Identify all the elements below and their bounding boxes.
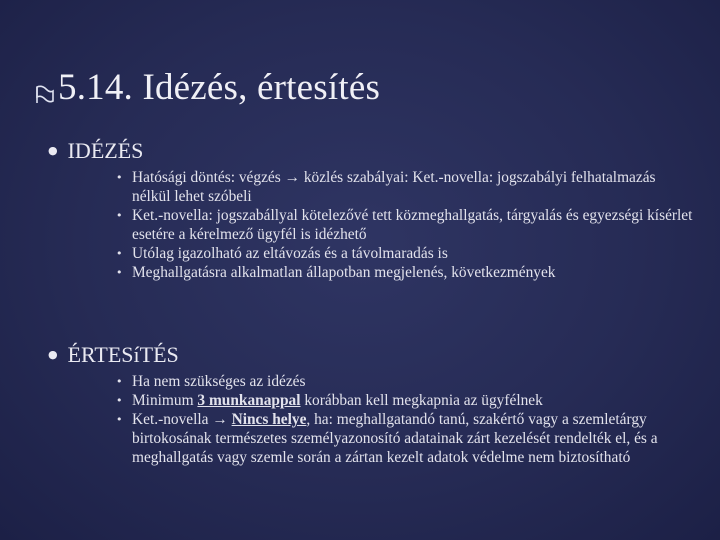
list-item-prefix: Ket.-novella xyxy=(132,411,213,428)
section-heading-ertesites xyxy=(48,342,179,368)
list-item xyxy=(116,410,696,467)
list-item xyxy=(116,372,696,391)
list-item-text: Meghallgatásra alkalmatlan állapotban megjelenés, következmények xyxy=(132,264,556,281)
list-item xyxy=(116,263,696,282)
list-item xyxy=(116,206,696,244)
list-item-prefix: Minimum xyxy=(132,392,198,409)
section-heading-idezes xyxy=(48,138,143,164)
list-item-suffix: korábban kell megkapnia az ügyfélnek xyxy=(300,392,543,409)
list-item-emphasis: Nincs helye xyxy=(231,411,307,428)
list-item-emphasis: 3 munkanappal xyxy=(197,392,301,409)
section-heading-label: IDÉZÉS xyxy=(67,138,144,163)
list-item xyxy=(116,391,696,410)
arrow-right-icon: → xyxy=(212,411,228,428)
list-item xyxy=(116,168,696,206)
bullet-icon: ● xyxy=(48,144,58,157)
list-item-suffix: , ha: meghallgatandó tanú, szakértő vagy a szemletárgy birtokosának természetes személyazonosító adatainak zárt kezelését rendelték el, és a meghallgatás vagy szemle során a zártan kezelt adatok védelme nem biztosítható xyxy=(132,411,658,466)
title-row xyxy=(34,66,380,109)
arrow-right-icon: → xyxy=(284,169,300,186)
idezes-list xyxy=(116,168,696,282)
list-item-text: Utólag igazolható az eltávozás és a távolmaradás is xyxy=(132,245,448,262)
page-title: 5.14. Idézés, értesítés xyxy=(58,67,381,108)
list-item xyxy=(116,244,696,263)
bookmark-curl-icon xyxy=(34,83,56,111)
list-item-prefix: Hatósági döntés: végzés xyxy=(132,169,285,186)
list-item-text: Ket.-novella: jogszabállyal kötelezővé tett közmeghallgatás, tárgyalás és egyezségi kísérlet esetére a kérelmező ügyfél is idézhető xyxy=(132,207,693,243)
ertesites-list xyxy=(116,372,696,467)
list-item-text: Ha nem szükséges az idézés xyxy=(132,373,306,390)
section-heading-label: ÉRTESíTÉS xyxy=(67,342,179,367)
bullet-icon: ● xyxy=(48,348,58,361)
list-item-suffix: közlés szabályai: Ket.-novella: jogszabályi felhatalmazás nélkül lehet szóbeli xyxy=(132,169,656,205)
